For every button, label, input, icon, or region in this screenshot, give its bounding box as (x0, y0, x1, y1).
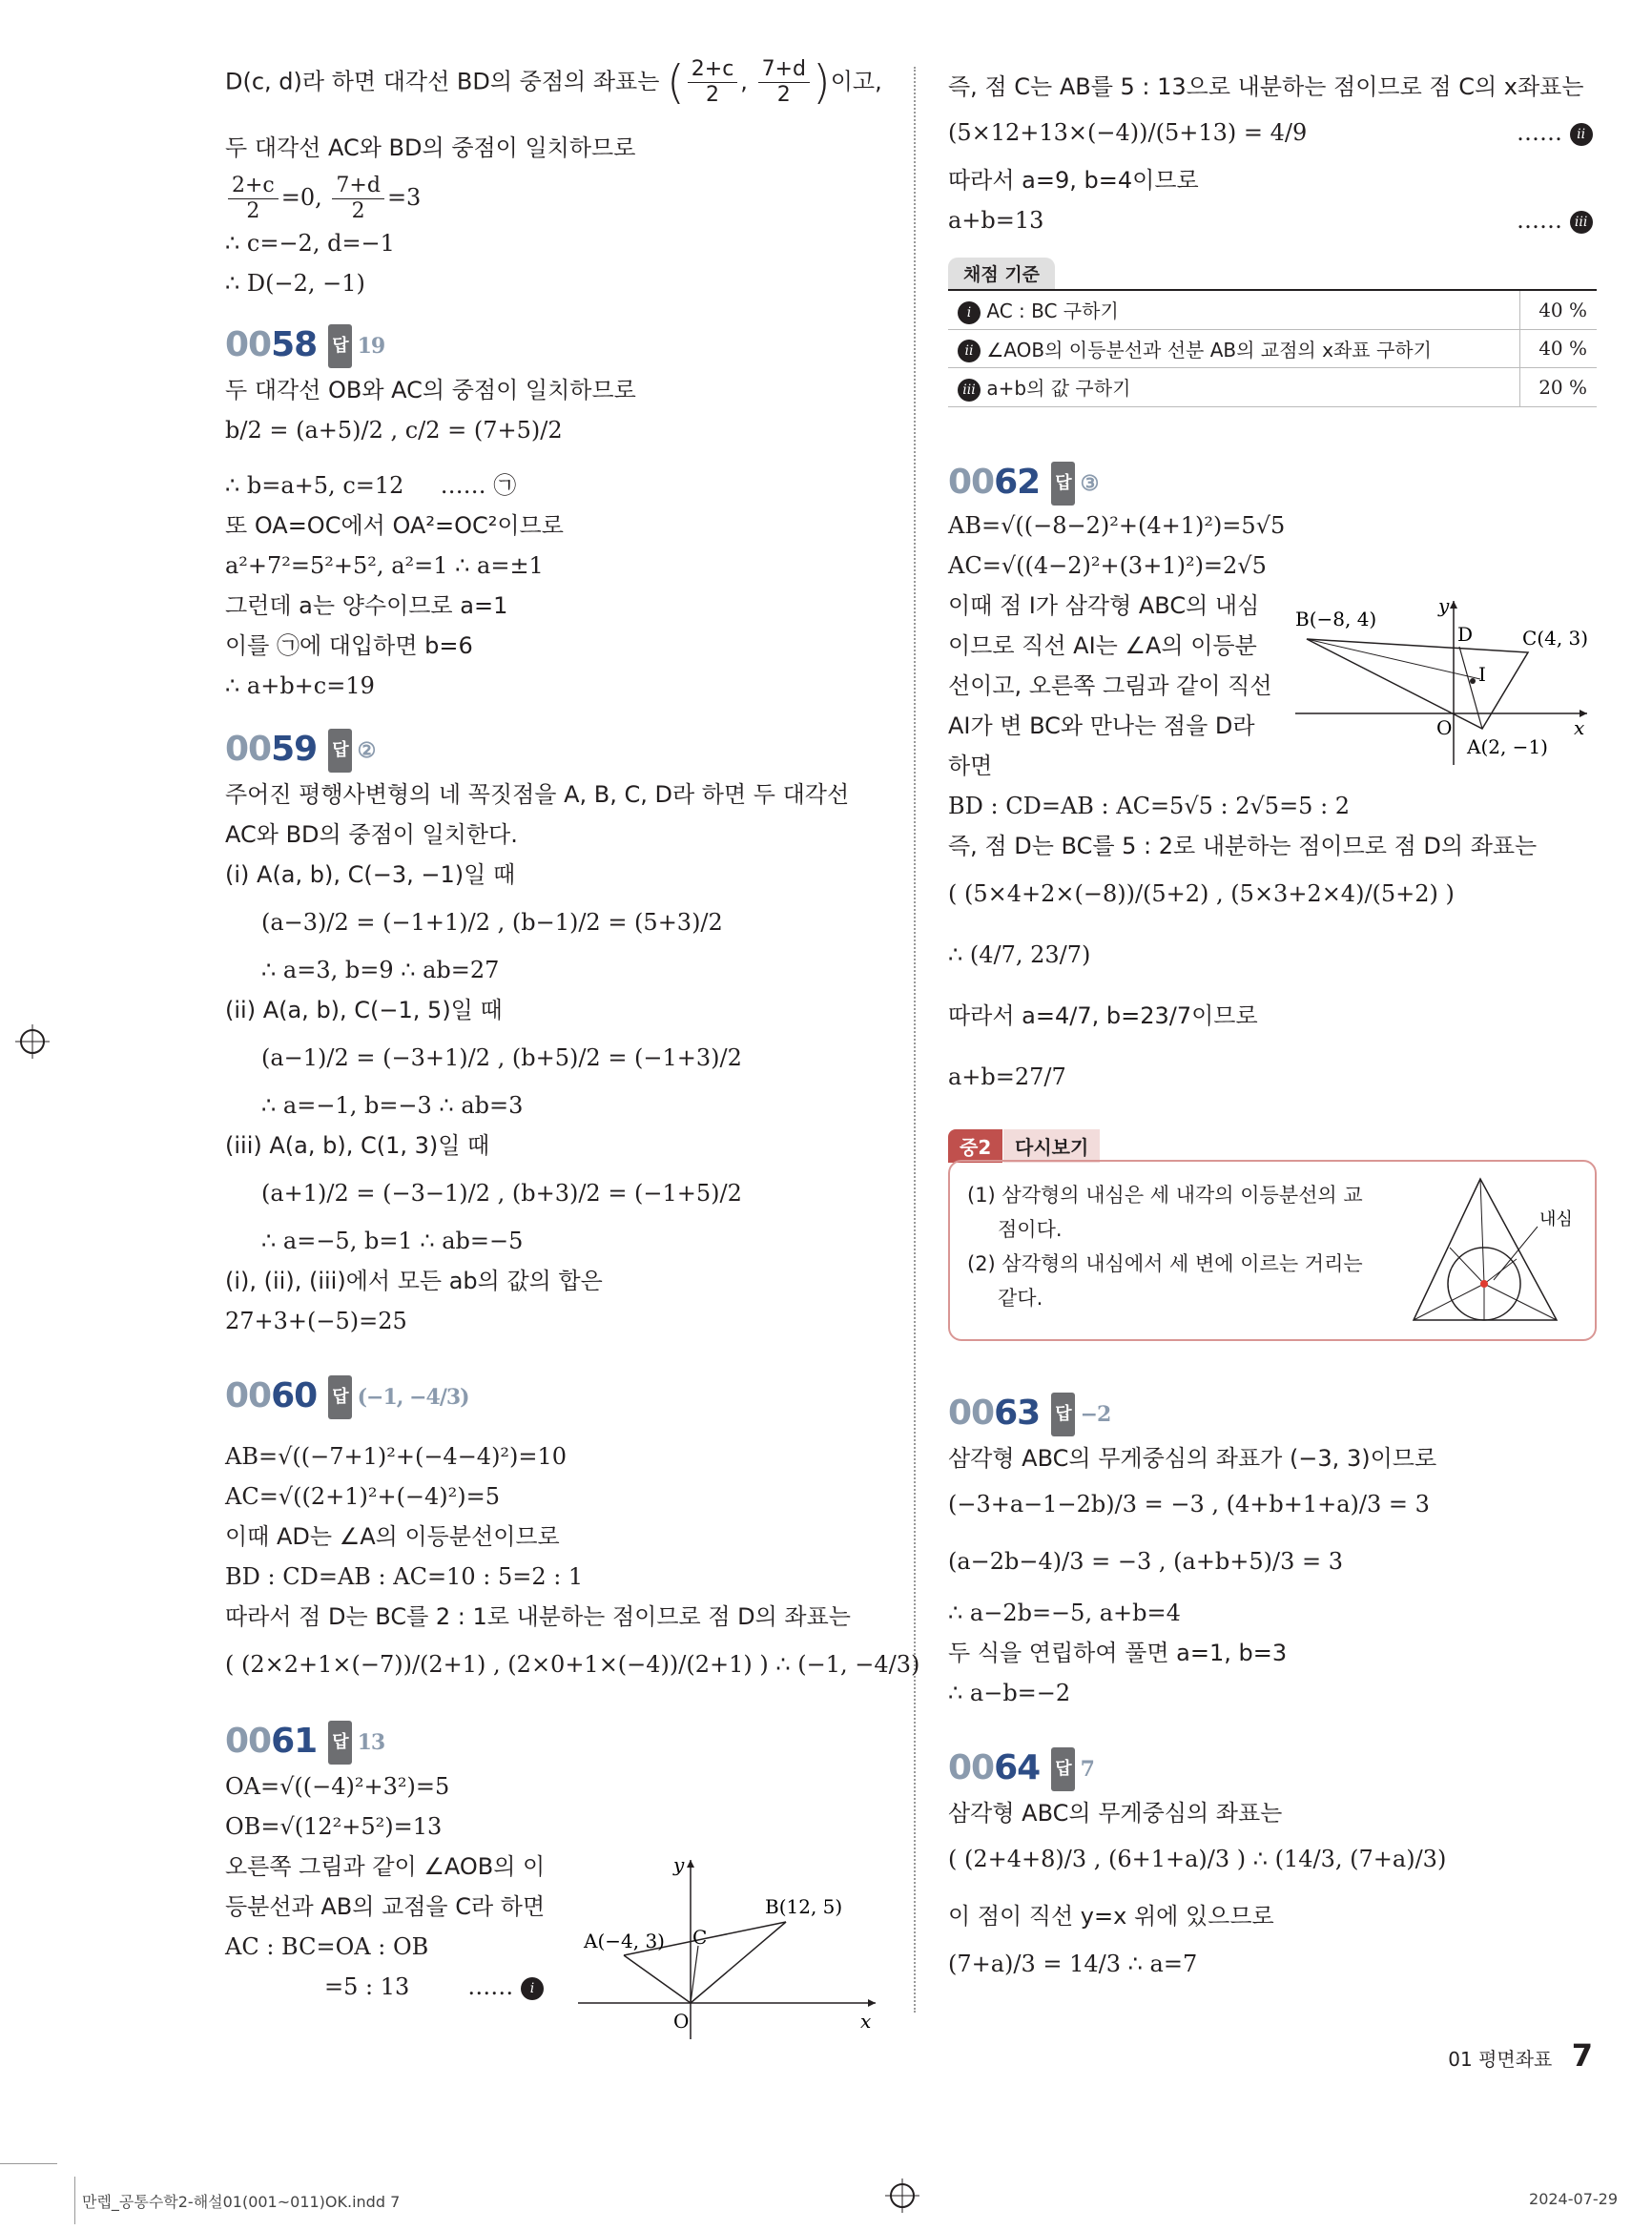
p59-line-1: 주어진 평행사변형의 네 꼭짓점을 A, B, C, D라 하면 두 대각선 (225, 781, 850, 808)
cont-line-4: a+b=13 (948, 207, 1044, 234)
p64-line-3: 이 점이 직선 y=x 위에 있으므로 (948, 1903, 1274, 1930)
problem-number-0060: 0060 답 (−1, −4/3) (225, 1375, 469, 1419)
page-number: 7 (1571, 2037, 1593, 2074)
p62-line-6: AI가 변 BC와 만나는 점을 D라 (948, 712, 1255, 739)
p59-case-1: (i) A(a, b), C(−3, −1)일 때 (225, 861, 516, 888)
registration-mark-icon (15, 1024, 50, 1059)
p62-line-9: 즉, 점 D는 BC를 5 : 2로 내분하는 점이므로 점 D의 좌표는 (948, 833, 1538, 859)
fig61-label-c: C (692, 1926, 708, 1949)
figure-angle-bisector-aob (578, 1850, 883, 2041)
fig61-label-a: A(−4, 3) (584, 1930, 665, 1952)
p62-line-1: AB=√((−8−2)²+(4+1)²)=5√5 (948, 512, 1286, 539)
review-box (948, 1129, 1597, 1339)
p58-line-7: 이를 ㉠에 대입하면 b=6 (225, 632, 473, 659)
crop-mark (74, 2177, 75, 2224)
figure-incenter-triangle (1295, 595, 1597, 767)
criteria-text: a+b의 값 구하기 (986, 377, 1131, 400)
page-footer (1448, 2037, 1593, 2074)
p59-case-3-eq: (a+1)/2 = (−3−1)/2 , (b+3)/2 = (−1+5)/2 (261, 1180, 742, 1207)
problem-number-0059: 0059 답 ② (225, 729, 375, 773)
p58-line-8: ∴ a+b+c=19 (225, 672, 375, 699)
criteria-text: ∠AOB의 이등분선과 선분 AB의 교점의 x좌표 구하기 (986, 338, 1432, 361)
p62-line-10: ( (5×4+2×(−8))/(5+2) , (5×3+2×4)/(5+2) ) (948, 880, 1455, 907)
p63-line-2: (−3+a−1−2b)/3 = −3 , (4+b+1+a)/3 = 3 (948, 1491, 1430, 1518)
review-line-1: (1) 삼각형의 내심은 세 내각의 이등분선의 교 (967, 1184, 1363, 1207)
p63-line-1: 삼각형 ABC의 무게중심의 좌표가 (−3, 3)이므로 (948, 1445, 1437, 1472)
intro-line-4: ∴ c=−2, d=−1 (225, 230, 395, 257)
p59-case-2-eq: (a−1)/2 = (−3+1)/2 , (b+5)/2 = (−1+3)/2 (261, 1044, 742, 1071)
criteria-row (948, 290, 1597, 329)
chapter-title: 01 평면좌표 (1448, 2048, 1553, 2071)
review-line-2: 점이다. (998, 1218, 1063, 1241)
cont-line-1: 즉, 점 C는 AB를 5 : 13으로 내분하는 점이므로 점 C의 x좌표는 (948, 73, 1584, 100)
review-line-3: (2) 삼각형의 내심에서 세 변에 이르는 거리는 (967, 1252, 1363, 1275)
p64-line-2: ( (2+4+8)/3 , (6+1+a)/3 ) ∴ (14/3, (7+a)/3) (948, 1846, 1447, 1872)
cont-line-3: 따라서 a=9, b=4이므로 (948, 167, 1199, 194)
fig62-label-b: B(−8, 4) (1295, 608, 1377, 630)
cont-marker-ii: …… ii (1517, 116, 1593, 149)
fig62-label-c: C(4, 3) (1522, 627, 1589, 650)
p62-line-7: 하면 (948, 753, 993, 779)
criteria-pct: 40 % (1520, 290, 1598, 329)
p63-line-5: 두 식을 연립하여 풀면 a=1, b=3 (948, 1640, 1288, 1666)
p62-line-12: 따라서 a=4/7, b=23/7이므로 (948, 1002, 1258, 1029)
criteria-mark: ii (958, 340, 981, 362)
p59-sum-1: (i), (ii), (iii)에서 모든 ab의 값의 합은 (225, 1268, 603, 1294)
p62-line-2: AC=√((4−2)²+(3+1)²)=2√5 (948, 552, 1267, 579)
p59-sum-2: 27+3+(−5)=25 (225, 1308, 407, 1334)
p58-line-5: a²+7²=5²+5², a²=1 ∴ a=±1 (225, 552, 544, 579)
review-tag-grade: 중2 (948, 1129, 1002, 1163)
p58-line-3: ∴ b=a+5, c=12 …… ㉠ (225, 472, 517, 499)
fig62-label-d: D (1457, 623, 1474, 646)
p60-line-6: ( (2×2+1×(−7))/(2+1) , (2×0+1×(−4))/(2+1) ) ∴ (−1, −4/3) (225, 1651, 920, 1678)
criteria-text: AC : BC 구하기 (986, 299, 1119, 322)
print-date: 2024-07-29 (1529, 2190, 1618, 2208)
p61-line-1: OA=√((−4)²+3²)=5 (225, 1773, 450, 1800)
fig61-label-y: y (673, 1853, 685, 1876)
p62-line-8: BD : CD=AB : AC=5√5 : 2√5=5 : 2 (948, 793, 1351, 819)
problem-number-0058: 0058 답 19 (225, 324, 384, 368)
p60-line-3: 이때 AD는 ∠A의 이등분선이므로 (225, 1523, 560, 1550)
p59-case-2: (ii) A(a, b), C(−1, 5)일 때 (225, 997, 503, 1023)
review-figure-label: 내심 (1539, 1209, 1573, 1229)
p58-line-2: b/2 = (a+5)/2 , c/2 = (7+5)/2 (225, 417, 563, 444)
problem-number-0064: 0064 답 7 (948, 1747, 1094, 1791)
intro-line-5: ∴ D(−2, −1) (225, 270, 365, 297)
p62-line-11: ∴ (4/7, 23/7) (948, 941, 1091, 968)
criteria-table (948, 289, 1597, 407)
p58-line-4: 또 OA=OC에서 OA²=OC²이므로 (225, 512, 564, 539)
intro-line-2: 두 대각선 AC와 BD의 중점이 일치하므로 (225, 134, 636, 161)
incenter-diagram (1404, 1167, 1591, 1330)
p62-line-5: 선이고, 오른쪽 그림과 같이 직선 (948, 672, 1272, 699)
p60-line-2: AC=√((2+1)²+(−4)²)=5 (225, 1483, 501, 1510)
fig62-label-y: y (1438, 595, 1450, 617)
review-line-4: 같다. (998, 1287, 1043, 1310)
p62-line-13: a+b=27/7 (948, 1063, 1066, 1090)
problem-number-0063: 0063 답 −2 (948, 1393, 1110, 1436)
p63-line-6: ∴ a−b=−2 (948, 1680, 1071, 1706)
p62-line-4: 이므로 직선 AI는 ∠A의 이등분 (948, 632, 1257, 659)
registration-mark-icon (885, 2178, 919, 2213)
p61-line-5: AC : BC=OA : OB (225, 1933, 429, 1960)
p64-line-1: 삼각형 ABC의 무게중심의 좌표는 (948, 1800, 1283, 1827)
criteria-mark: iii (958, 379, 981, 402)
criteria-row (948, 329, 1597, 368)
p61-line-6: =5 : 13 …… i (324, 1971, 544, 2003)
fig62-label-a: A(2, −1) (1467, 735, 1548, 758)
cont-marker-iii: …… iii (1517, 204, 1593, 237)
p58-line-6: 그런데 a는 양수이므로 a=1 (225, 592, 508, 619)
p59-line-2: AC와 BD의 중점이 일치한다. (225, 821, 518, 848)
scoring-criteria (948, 258, 1597, 407)
p61-line-4: 등분선과 AB의 교점을 C라 하면 (225, 1893, 546, 1920)
criteria-row (948, 368, 1597, 407)
p61-line-2: OB=√(12²+5²)=13 (225, 1813, 443, 1840)
p64-line-4: (7+a)/3 = 14/3 ∴ a=7 (948, 1951, 1198, 1977)
fig61-label-x: x (860, 2010, 872, 2033)
p60-line-4: BD : CD=AB : AC=10 : 5=2 : 1 (225, 1563, 584, 1590)
p59-case-1-eq: (a−3)/2 = (−1+1)/2 , (b−1)/2 = (5+3)/2 (261, 909, 723, 936)
file-info: 만렙_공통수학2-해설01(001~011)OK.indd 7 (82, 2193, 401, 2211)
problem-number-0062: 0062 답 ③ (948, 462, 1098, 506)
p58-line-1: 두 대각선 OB와 AC의 중점이 일치하므로 (225, 377, 636, 403)
fig62-label-x: x (1574, 716, 1585, 739)
p59-case-1-result: ∴ a=3, b=9 ∴ ab=27 (261, 957, 500, 983)
fig61-label-o: O (673, 2010, 690, 2033)
fig62-label-i: I (1478, 663, 1486, 686)
cont-line-2: (5×12+13×(−4))/(5+13) = 4/9 (948, 119, 1308, 146)
fig61-label-b: B(12, 5) (765, 1895, 843, 1918)
column-divider (914, 67, 916, 2013)
p60-line-1: AB=√((−7+1)²+(−4−4)²)=10 (225, 1443, 568, 1470)
review-tag-title: 다시보기 (1003, 1129, 1100, 1163)
criteria-pct: 40 % (1520, 329, 1598, 368)
p63-line-3: (a−2b−4)/3 = −3 , (a+b+5)/3 = 3 (948, 1548, 1344, 1575)
criteria-pct: 20 % (1520, 368, 1598, 407)
problem-number-0061: 0061 답 13 (225, 1721, 384, 1765)
p60-line-5: 따라서 점 D는 BC를 2 : 1로 내분하는 점이므로 점 D의 좌표는 (225, 1603, 851, 1630)
p59-case-3-result: ∴ a=−5, b=1 ∴ ab=−5 (261, 1228, 524, 1254)
intro-line-3: $\frac{2+c}{2}$ =0, $\frac{7+d}{2}$ =3 (225, 174, 421, 224)
criteria-mark: i (958, 301, 981, 324)
intro-line-1: D(c, d)라 하면 대각선 BD의 중점의 좌표는 ( $\frac{2+c}{2}$ , $\frac{7+d}{2}$ )이고, (225, 55, 882, 110)
fig62-label-o: O (1436, 716, 1453, 739)
p61-line-3: 오른쪽 그림과 같이 ∠AOB의 이 (225, 1853, 546, 1880)
p62-line-3: 이때 점 I가 삼각형 ABC의 내심 (948, 592, 1260, 619)
p59-case-2-result: ∴ a=−1, b=−3 ∴ ab=3 (261, 1092, 524, 1119)
p59-case-3: (iii) A(a, b), C(1, 3)일 때 (225, 1132, 490, 1159)
criteria-title: 채점 기준 (948, 258, 1055, 289)
p63-line-4: ∴ a−2b=−5, a+b=4 (948, 1600, 1181, 1626)
crop-mark (0, 2163, 57, 2164)
